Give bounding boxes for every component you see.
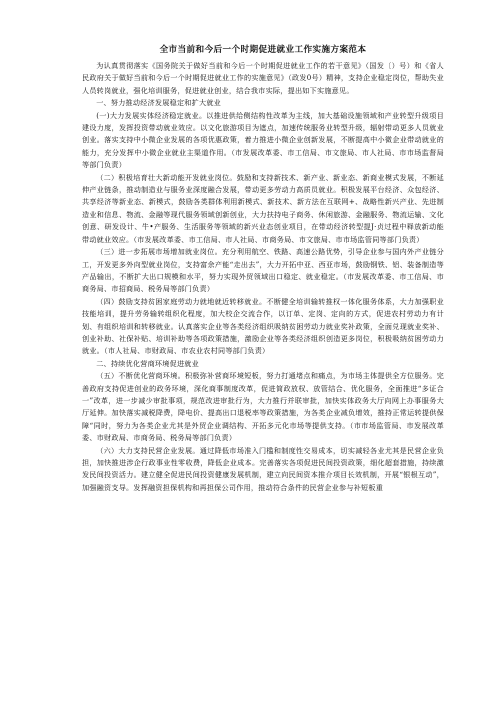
intro-paragraph: 为认真贯彻落实《国务院关于做好当前和今后一个时期促进就业工作的若干意见》（国发〔）号）和《省人民政府关于做好当前和今后一个时期促进就业工作的实施意见》（政发0号）精神，支持企业稳定岗位，帮助失业人员转岗就业，强化培训服务，促进就业创业，结合我市实际，提出如下实施意见。 bbox=[82, 61, 444, 95]
paragraph-5: （五）不断优化营商环境。积极弥补营商环境短板，努力打通堵点和痛点，为市场主体提供全方位服务。完善政府支持促进创业的政务环境，深化商事制度改革，促进简政放权、放管结合、优化服务，全面推进“多证合一”改革，进一步减少审批事项，规范改进审批行为，大力推行并联审批，加快实体政务大厅向网上办事服务大厅延伸。加快落实减税降费，降电价、提高出口退税率等政策措施，为各类企业减负增效，推持正常运转提供保障“同时，努力为各类企业尤其是外贸企业调结构、开拓多元化市场等提供支持。（市市场监管局、市发展改革委、市财政局、市商务局、税务局等部门负责） bbox=[82, 371, 444, 443]
document-title: 全市当前和今后一个时期促进就业工作实施方案范本 bbox=[159, 45, 367, 55]
paragraph-6: （六）大力支持民营企业发展。通过降低市场准入门槛和制度性交易成本，切实减轻各业尤其是民营企业负担，加快推进涉企行政事业性零收费，降低企业成本。完善落实各项促进民间投资政策，细化超套措施，持续激发民间投资活力。建立健全促进民间投资健康发展机制，建立向民间资本推介项目长效机制，开展“银根互动”，加强融资支导。发挥融资担保机构和再担保公司作用，推动符合条件的民营企业参与补短板重 bbox=[82, 445, 444, 492]
section-heading-2: 二、持续优化营商环境促进就业 bbox=[96, 358, 199, 368]
paragraph-1: (一)大力发展实体经济稳定就业。以推进供给侧结构性改革为主线，加大基础设施领域和产业转型升级项目建设力度，发挥投资带动就业效应。以文化旅游项目为遮点，加速传统服务业转型升级，辐射带动更多人员就业创业。落实支持中小微企业发展的各项优惠政策，着力推进小微企业创新发展，不断提高中小微企业带动就业的能力，充分发挥中小微企业就业主渠道作用。（市发展改革委、市工信局、市文旅局、市人社局、市市场监督局等部门负责） bbox=[82, 110, 444, 170]
paragraph-2: （二）积极培育壮大新动能开发就业岗位。鼓励和支持新技术、新产业、新业态、新商业模式发展，不断延伸产业链条，推动制造业与服务业深度融合发展，带动更多劳动力高质员就业。积极发展平台经济、众包经济、共享经济等新业态、新模式，鼓励各类群体利用新模式、新技术、新方法在互联网+、战略性新兴产业、先进制造业和信息、物流、金融等现代服务领域创新创业，大力扶持电子商务、休闲旅游、金融服务、物流运输、文化创意、研发设计、牛•产服务、生活服务等领域的新兴业态创业项目，在带动经济转型提J·贞过程中释放新动能带动就业效应。（市发展改革委、市工信局、市人社局、市商务局、市文旅局、市市场监管同等部门负责） bbox=[82, 172, 444, 244]
paragraph-3: （三）进一步拓展市场增加就业岗位。充分利用航空、铁路、高速公路优势，引导企业参与国内外产业链分工，开发更多外向型就业岗位，支持富余产能“走出去”，大力开拓中亚、西亚市场，鼓励钢铁、铝、装备制造等产品输出，不断扩大出口规模和水平，努力实现外贸领域出口稳定、就业稳定。（市发展改革委、市工信局、市商务局、市招商局、税务局等部门负责） bbox=[82, 247, 444, 294]
paragraph-4: （四）鼓励支持贫困家庭劳动力就地就近转移就业。不断健全培训输转推权一体化服务体系，大力加强职业技能培训，提升劳务输转组织化程度，加大校企交流合作，以订单、定岗、定向的方式，促进农村劳动力有计划、有组织培训和转移就业。认真落实企业等各类经济组织吸纳贫困劳动力就业奖补政策，全面兑现就业奖补、创业补助、社保补贴、培训补助等各项政策措施，激励企业等各类经济组织创造更多岗位，积极吸纳贫困劳动力就业。（市人社局、市财政局、市农业农村同等部门负责） bbox=[82, 296, 444, 356]
section-heading-1: 一、努力推动经济发展稳定和扩大就业 bbox=[96, 98, 222, 108]
